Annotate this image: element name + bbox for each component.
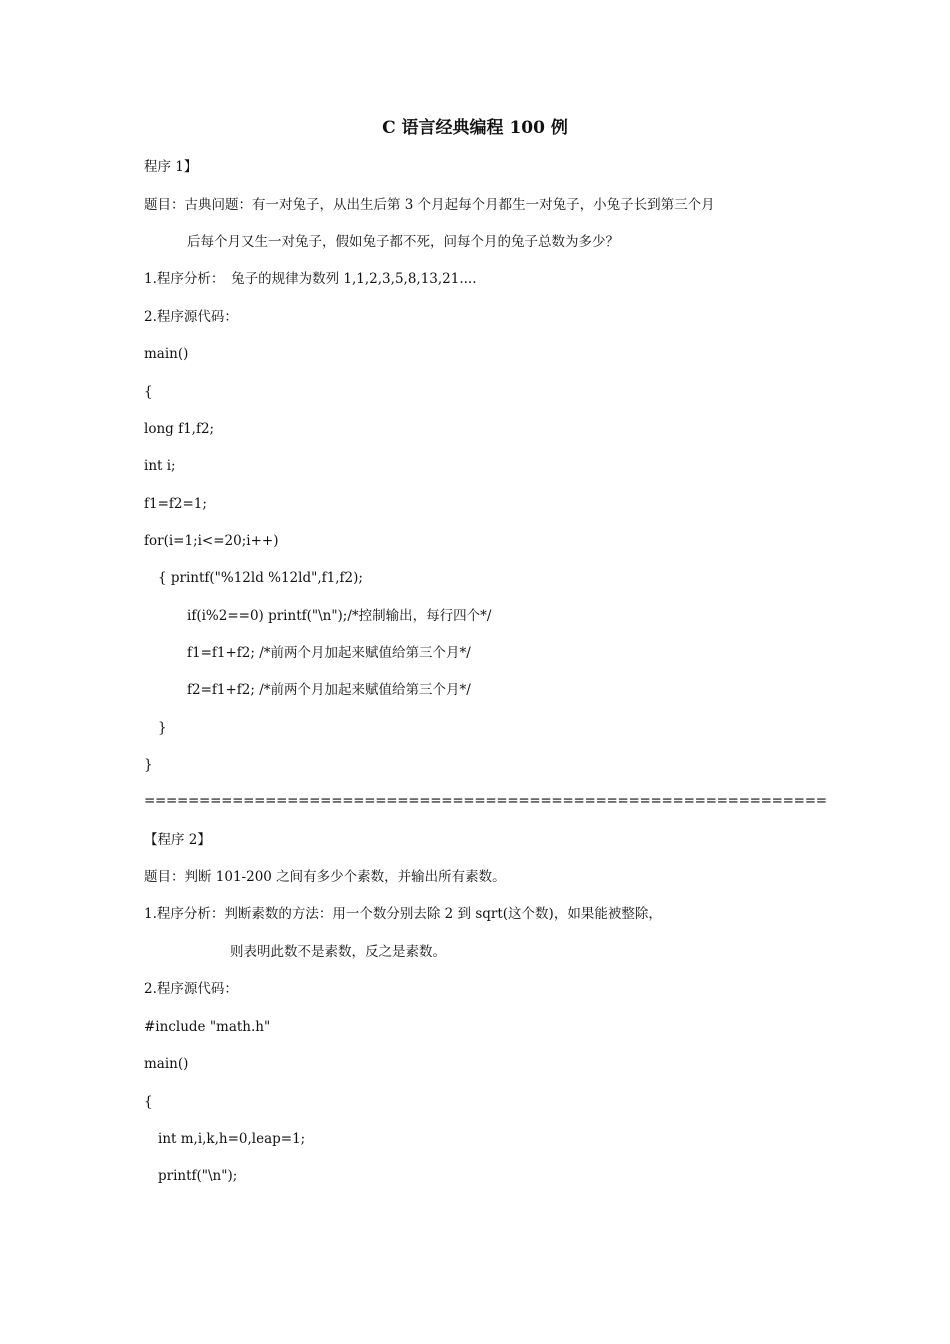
program2-source-label: 2.程序源代码： [144, 981, 238, 997]
code-line: int m,i,k,h=0,leap=1; [158, 1131, 306, 1147]
program2-problem: 题目：判断 101-200 之间有多少个素数，并输出所有素数。 [144, 869, 506, 885]
code-line: { printf("%12ld %12ld",f1,f2); [158, 570, 363, 586]
program2-header: 【程序 2】 [144, 832, 211, 848]
program1-source-label: 2.程序源代码： [144, 309, 238, 325]
code-line: #include "math.h" [144, 1019, 271, 1035]
code-line: { [144, 384, 153, 400]
code-line: f1=f2=1; [144, 496, 207, 512]
code-line: for(i=1;i<=20;i++) [144, 533, 279, 549]
code-line: } [144, 757, 153, 773]
program1-problem-line1: 题目：古典问题：有一对兔子，从出生后第 3 个月起每个月都生一对兔子，小兔子长到第三个月 [144, 197, 715, 213]
document-title: C 语言经典编程 100 例 [382, 118, 568, 138]
program2-analysis-line1: 1.程序分析：判断素数的方法：用一个数分别去除 2 到 sqrt(这个数)，如果能被整除， [144, 906, 662, 922]
code-line: int i; [144, 458, 176, 474]
code-line: printf("\n"); [158, 1168, 238, 1184]
code-line: f1=f1+f2; /*前两个月加起来赋值给第三个月*/ [187, 645, 471, 661]
code-line: f2=f1+f2; /*前两个月加起来赋值给第三个月*/ [187, 682, 471, 698]
code-line: { [144, 1094, 153, 1110]
code-line: main() [144, 1056, 189, 1072]
program2-analysis-line2: 则表明此数不是素数，反之是素数。 [230, 944, 446, 960]
code-line: if(i%2==0) printf("\n");/*控制输出，每行四个*/ [187, 608, 492, 624]
code-line: main() [144, 346, 189, 362]
program1-problem-line2: 后每个月又生一对兔子，假如兔子都不死，问每个月的兔子总数为多少？ [187, 234, 619, 250]
program1-header: 程序 1】 [144, 159, 198, 175]
code-line: } [158, 720, 167, 736]
program1-analysis: 1.程序分析： 兔子的规律为数列 1,1,2,3,5,8,13,21.... [144, 271, 477, 287]
code-line: long f1,f2; [144, 421, 215, 437]
section-separator: ============================================================== [144, 793, 827, 809]
